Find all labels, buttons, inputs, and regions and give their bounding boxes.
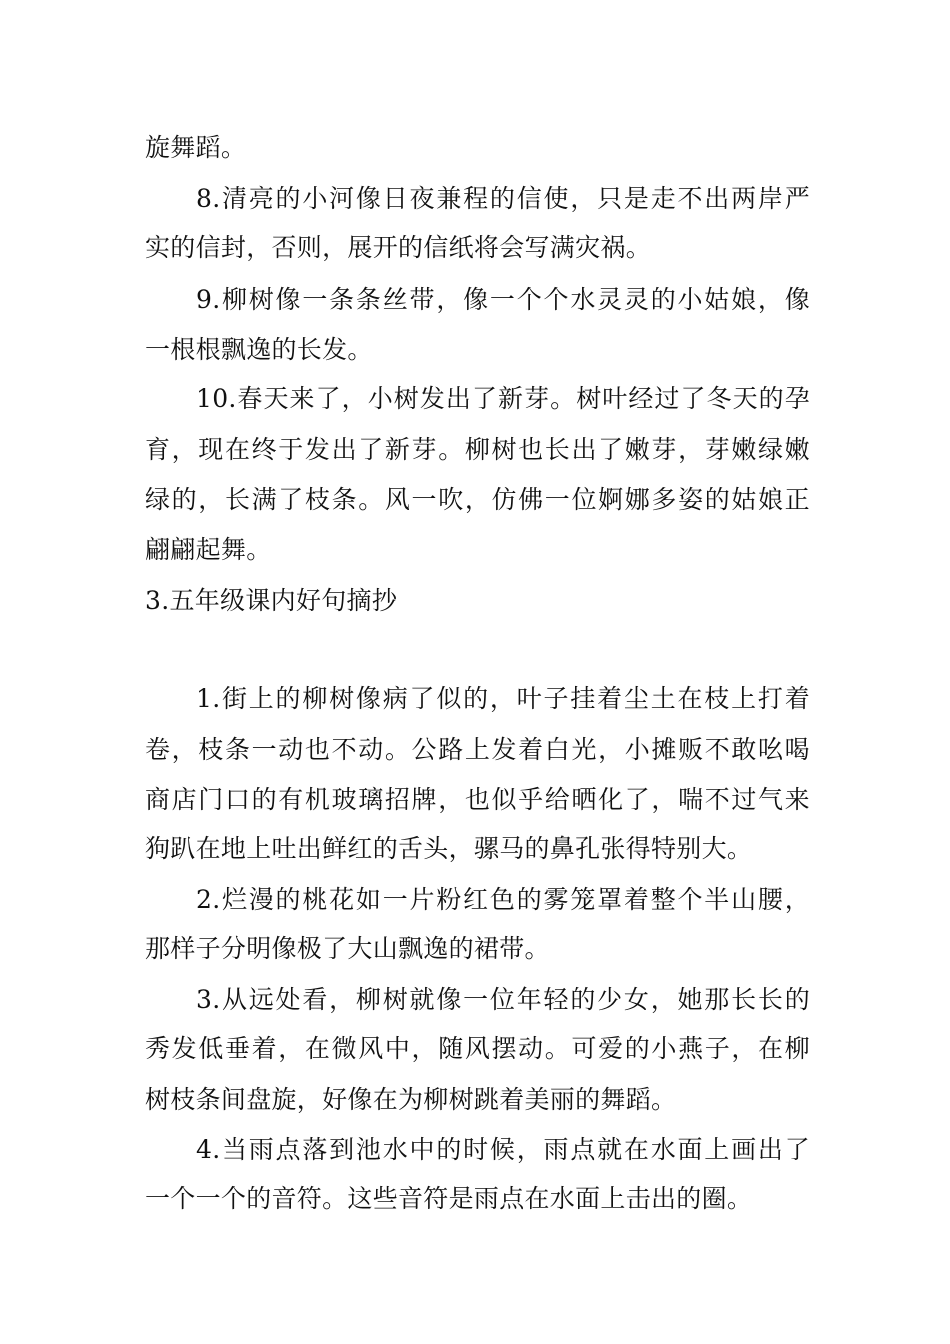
text-line: 旋舞蹈。 <box>145 133 247 162</box>
paragraph-9-line-1: 9.柳树像一条条丝带，像一个个水灵灵的小姑娘，像 <box>196 285 810 314</box>
section-heading: 3.五年级课内好句摘抄 <box>145 586 398 615</box>
item-4-line-2: 一个一个的音符。这些音符是雨点在水面上击出的圈。 <box>145 1184 753 1213</box>
item-4-line-1: 4.当雨点落到池水中的时候，雨点就在水面上画出了 <box>196 1135 810 1164</box>
item-3-line-3: 树枝条间盘旋，好像在为柳树跳着美丽的舞蹈。 <box>145 1085 677 1114</box>
paragraph-8-line-1: 8.清亮的小河像日夜兼程的信使，只是走不出两岸严 <box>196 184 810 213</box>
item-1-line-4: 狗趴在地上吐出鲜红的舌头，骡马的鼻孔张得特别大。 <box>145 834 753 863</box>
item-2-line-2: 那样子分明像极了大山飘逸的裙带。 <box>145 934 550 963</box>
paragraph-10-line-2: 育，现在终于发出了新芽。柳树也长出了嫩芽，芽嫩绿嫩 <box>145 435 810 464</box>
item-3-line-1: 3.从远处看，柳树就像一位年轻的少女，她那长长的 <box>196 985 810 1014</box>
item-1-line-3: 商店门口的有机玻璃招牌，也似乎给晒化了，喘不过气来 <box>145 785 810 814</box>
paragraph-10-line-3: 绿的，长满了枝条。风一吹，仿佛一位婀娜多姿的姑娘正 <box>145 485 810 514</box>
paragraph-10-line-4: 翩翩起舞。 <box>145 535 272 564</box>
paragraph-10-line-1: 10.春天来了，小树发出了新芽。树叶经过了冬天的孕 <box>196 384 810 413</box>
item-1-line-2: 卷，枝条一动也不动。公路上发着白光，小摊贩不敢吆喝 <box>145 735 810 764</box>
item-2-line-1: 2.烂漫的桃花如一片粉红色的雾笼罩着整个半山腰， <box>196 885 810 914</box>
paragraph-8-line-2: 实的信封，否则，展开的信纸将会写满灾祸。 <box>145 233 652 262</box>
paragraph-9-line-2: 一根根飘逸的长发。 <box>145 335 373 364</box>
item-3-line-2: 秀发低垂着，在微风中，随风摆动。可爱的小燕子，在柳 <box>145 1034 810 1063</box>
item-1-line-1: 1.街上的柳树像病了似的，叶子挂着尘土在枝上打着 <box>196 684 810 713</box>
